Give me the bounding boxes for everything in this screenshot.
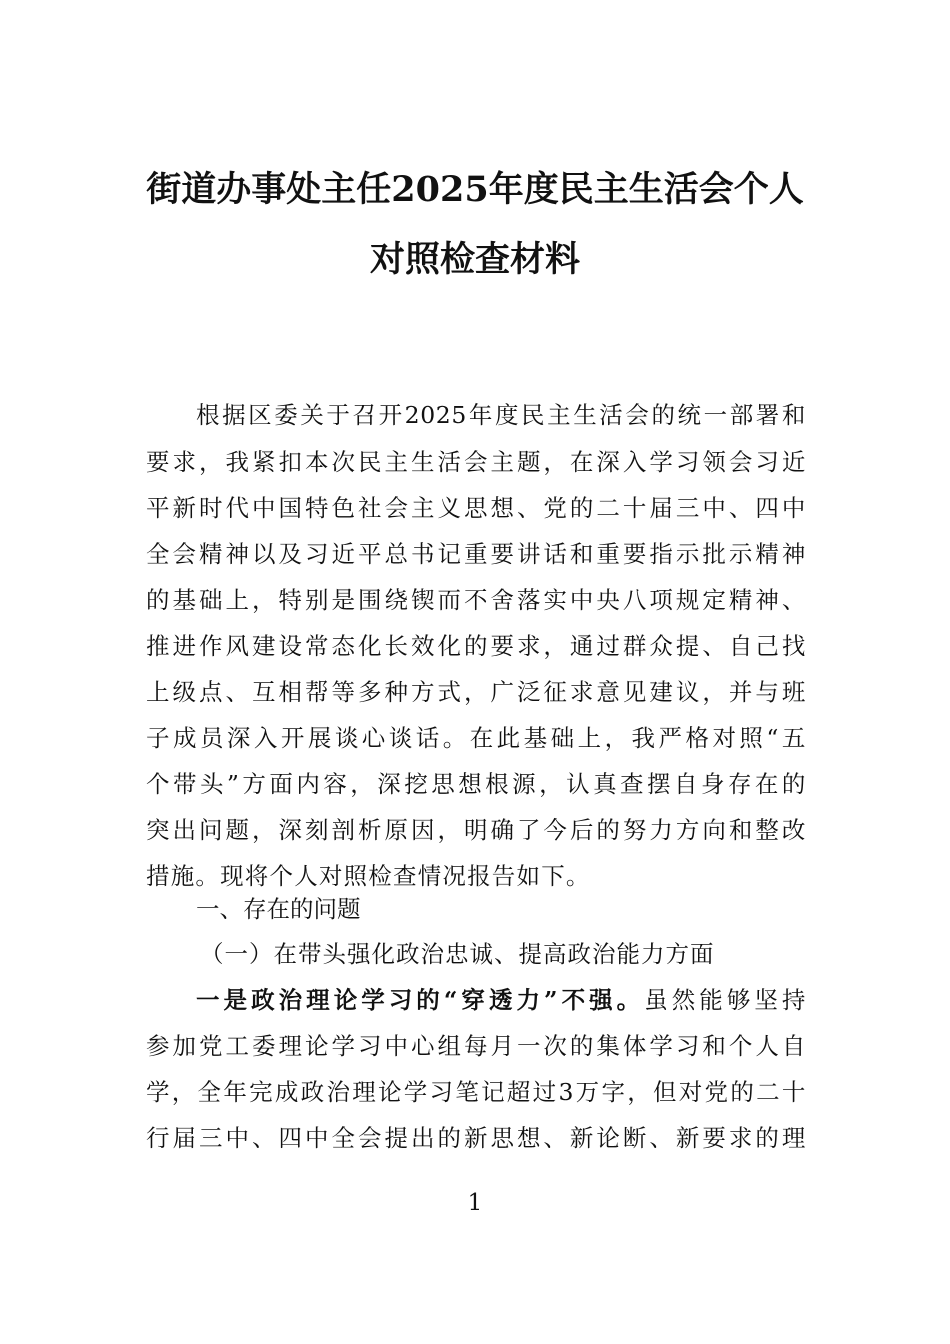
page-number: 1 bbox=[467, 1190, 483, 1216]
point-one-rest: 虽然能够坚持 bbox=[644, 986, 806, 1014]
section-heading: 一、存在的问题 bbox=[196, 895, 361, 923]
intro-line: 推进作风建设常态化长效化的要求，通过群众提、自己找 bbox=[146, 632, 806, 660]
intro-line: 全会精神以及习近平总书记重要讲话和重要指示批示精神 bbox=[146, 540, 806, 568]
intro-line: 要求，我紧扣本次民主生活会主题，在深入学习领会习近 bbox=[146, 448, 806, 476]
intro-line: 子成员深入开展谈心谈话。在此基础上，我严格对照“五 bbox=[146, 724, 806, 752]
intro-line: 上级点、互相帮等多种方式，广泛征求意见建议，并与班 bbox=[146, 678, 806, 706]
document-title-line-2: 对照检查材料 bbox=[369, 239, 580, 280]
subsection-heading: （一）在带头强化政治忠诚、提高政治能力方面 bbox=[200, 940, 715, 968]
intro-line: 措施。现将个人对照检查情况报告如下。 bbox=[146, 862, 591, 890]
point-one-lead: 一是政治理论学习的“穿透力”不强。 bbox=[196, 986, 645, 1014]
intro-line: 的基础上，特别是围绕锲而不舍落实中央八项规定精神、 bbox=[146, 586, 806, 614]
point-one-line: 参加党工委理论学习中心组每月一次的集体学习和个人自 bbox=[146, 1032, 806, 1060]
intro-line: 根据区委关于召开2025年度民主生活会的统一部署和 bbox=[196, 401, 806, 429]
intro-line: 突出问题，深刻剖析原因，明确了今后的努力方向和整改 bbox=[146, 816, 806, 844]
point-one-line: 学，全年完成政治理论学习笔记超过3万字，但对党的二十 bbox=[146, 1078, 806, 1106]
document-title-line-1: 街道办事处主任2025年度民主生活会个人 bbox=[146, 169, 804, 210]
point-one-first-line bbox=[196, 985, 806, 1015]
intro-line: 平新时代中国特色社会主义思想、党的二十届三中、四中 bbox=[146, 494, 806, 522]
intro-line: 个带头”方面内容，深挖思想根源，认真查摆自身存在的 bbox=[146, 770, 806, 798]
point-one-line: 行届三中、四中全会提出的新思想、新论断、新要求的理 bbox=[146, 1124, 806, 1152]
